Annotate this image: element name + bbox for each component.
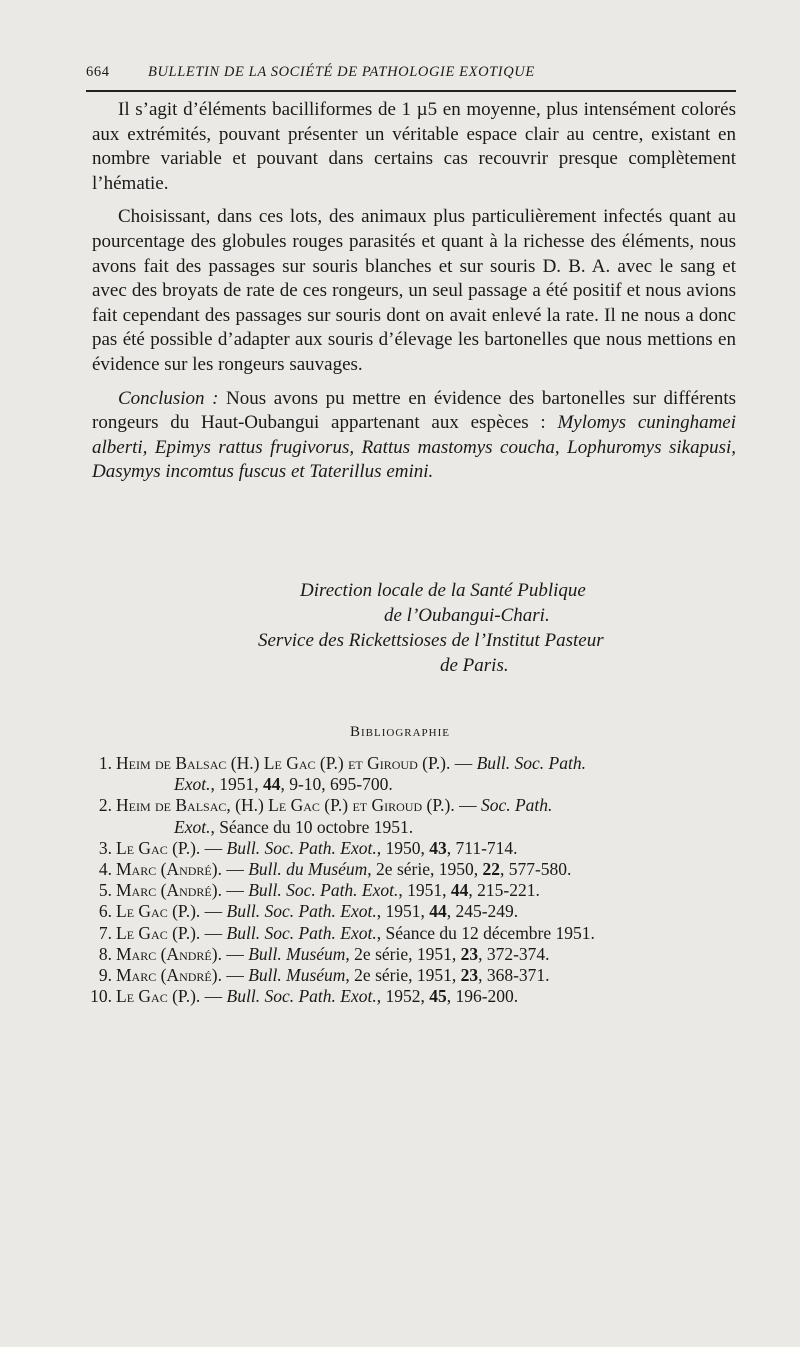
reference-number: 4. [98, 859, 112, 880]
paragraph-1: Il s’agit d’éléments bacilliformes de 1 µ5 en moyenne, plus intensément colorés aux extrémités, pouvant présenter un véritable espace clair au centre, existant en nombre variable et pouvant dans certains cas recouvrir presque complètement l’hématie. [92, 99, 736, 194]
reference-volume: 44 [262, 774, 281, 795]
signature-line-2: de l’Oubangui-Chari. [384, 605, 550, 626]
reference-item: 3. Le Gac (P.). — Bull. Soc. Path. Exot., 1950, 43, 711-714. [100, 838, 736, 859]
reference-volume: 23 [460, 965, 479, 986]
reference-item: 10. Le Gac (P.). — Bull. Soc. Path. Exot., 1952, 45, 196-200. [90, 986, 519, 1007]
running-title: BULLETIN DE LA SOCIÉTÉ DE PATHOLOGIE EXOTIQUE [148, 64, 535, 80]
reference-journal: Bull. Soc. Path. Exot. [226, 837, 377, 858]
reference-item: 7. Le Gac (P.). — Bull. Soc. Path. Exot., Séance du 12 décembre 1951. [100, 923, 736, 944]
reference-number: 3. [98, 837, 112, 858]
reference-number: 5. [98, 880, 112, 901]
reference-volume: 45 [429, 986, 447, 1007]
signature-line-4: de Paris. [440, 655, 509, 676]
reference-volume: 44 [450, 880, 469, 901]
reference-journal: Bull. Muséum [248, 943, 346, 964]
reference-journal: Bull. du Muséum [248, 859, 368, 880]
paragraph-2: Choisissant, dans ces lots, des animaux plus particulièrement infectés quant au pourcentage des globules rouges parasités et quant à la richesse des éléments, nous avons fait des passages sur souris blanches et sur souris D. B. A. avec le sang et avec des broyats de rate de ces rongeurs, un seul passage a été positif et nous avions fait cependant des passages sur souris dont on avait enlevé la rate. Il ne nous a donc pas été possible d’adapter aux souris d’élevage les bartonelles que nous mettions en évidence sur les rongeurs sauvages. [92, 206, 736, 375]
page-number: 664 [86, 64, 110, 80]
reference-number: 7. [98, 922, 112, 943]
reference-authors: Le Gac (P.). [116, 837, 201, 858]
signature-line-3: Service des Rickettsioses de l’Institut Pasteur [258, 630, 604, 651]
reference-volume: 44 [429, 901, 447, 922]
signature-line-1: Direction locale de la Santé Publique [300, 580, 586, 601]
reference-authors: Le Gac (P.). [116, 986, 201, 1007]
reference-authors: Le Gac (P.). [116, 901, 201, 922]
reference-authors: Marc (André). [116, 859, 222, 880]
reference-number: 10. [90, 986, 112, 1007]
reference-journal: Bull. Soc. Path. Exot. [226, 901, 377, 922]
conclusion-text: Nous avons pu mettre en évidence des bartonelles sur différents rongeurs du Haut-Oubangui appartenant aux espèces : [92, 387, 736, 434]
reference-item: 4. Marc (André). — Bull. du Muséum, 2e série, 1950, 22, 577-580. [100, 859, 736, 880]
bibliography-title: Bibliographie [350, 724, 450, 740]
reference-number: 8. [98, 943, 112, 964]
reference-authors: Marc (André). [116, 880, 222, 901]
reference-item: 8. Marc (André). — Bull. Muséum, 2e série, 1951, 23, 372-374. [100, 944, 736, 965]
species-list: Mylomys cuninghamei alberti, Epimys rattus frugivorus, Rattus mastomys coucha, Lophuromys sikapusi, Dasymys incomtus fuscus et Taterillus emini. [92, 412, 736, 483]
reference-authors: Heim de Balsac (H.) Le Gac (P.) et Giroud (P.). [116, 753, 451, 773]
reference-item: 6. Le Gac (P.). — Bull. Soc. Path. Exot., 1951, 44, 245-249. [100, 901, 736, 922]
body-text [92, 98, 736, 485]
reference-item: 5. Marc (André). — Bull. Soc. Path. Exot., 1951, 44, 215-221. [100, 880, 736, 901]
reference-number: 2. [98, 795, 112, 816]
reference-journal: Bull. Soc. Path. Exot. [248, 880, 399, 901]
header-rule [86, 90, 736, 92]
reference-number: 9. [98, 965, 112, 986]
reference-journal: Bull. Soc. Path. Exot. [226, 922, 377, 943]
conclusion-paragraph [92, 387, 736, 485]
reference-number: 1. [98, 753, 112, 773]
reference-journal: Bull. Soc. Path. Exot. [226, 986, 377, 1007]
reference-item: 1. Heim de Balsac (H.) Le Gac (P.) et Giroud (P.). — Bull. Soc. Path. Exot., 1951, 44, 9-10, 695-700. [100, 753, 736, 795]
reference-journal: Soc. Path. [480, 795, 553, 816]
reference-item: 2. Heim de Balsac, (H.) Le Gac (P.) et Giroud (P.). — Soc. Path. Exot., Séance du 10 octobre 1951. [100, 795, 736, 837]
conclusion-label: Conclusion : [118, 387, 219, 409]
reference-journal: Bull. Muséum [248, 965, 346, 986]
reference-volume: 23 [460, 943, 479, 964]
reference-authors: Marc (André). [116, 965, 222, 986]
reference-authors: Le Gac (P.). [116, 922, 201, 943]
reference-authors: Marc (André). [116, 943, 222, 964]
reference-volume: 43 [429, 837, 447, 858]
reference-authors: Heim de Balsac, (H.) Le Gac (P.) et Giroud (P.). [116, 795, 455, 816]
reference-item: 9. Marc (André). — Bull. Muséum, 2e série, 1951, 23, 368-371. [100, 965, 736, 986]
reference-journal: Bull. Soc. Path. [476, 753, 586, 773]
reference-number: 6. [98, 901, 112, 922]
reference-list [90, 753, 736, 1007]
reference-volume: 22 [482, 859, 500, 880]
